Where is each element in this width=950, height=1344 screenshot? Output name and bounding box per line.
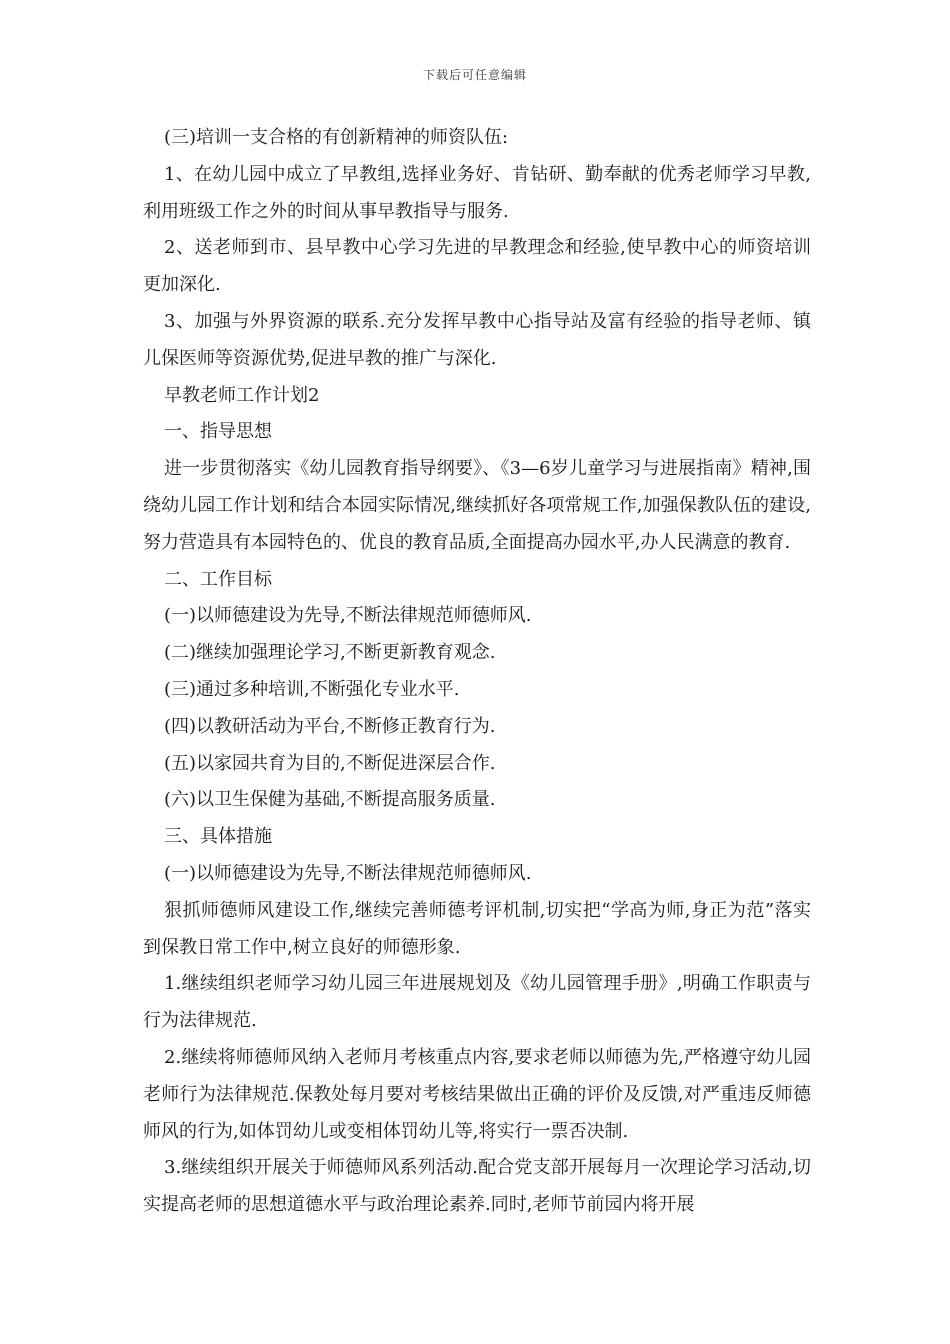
goal-item-4: (四)以教研活动为平台,不断修正教育行为. [164,715,496,737]
paragraph-item-2: 2、送老师到市、县早教中心学习先进的早教理念和经验,使早教中心的师资培训更加深化. [143,237,811,296]
measure-subheading-1: (一)以师德建设为先导,不断法律规范师德师风. [164,862,532,884]
goal-item-2: (二)继续加强理论学习,不断更新教育观念. [164,642,496,664]
section-title-plan-2: 早教老师工作计划2 [164,384,320,406]
goal-item-5: (五)以家园共育为目的,不断促进深层合作. [164,752,496,774]
heading-work-goals: 二、工作目标 [164,568,272,590]
measure-item-3: 3.继续组织开展关于师德师风系列活动.配合党支部开展每月一次理论学习活动,切实提高老师的思想道德水平与政治理论素养.同时,老师节前园内将开展 [143,1157,811,1216]
measure-item-2: 2.继续将师德师风纳入老师月考核重点内容,要求老师以师德为先,严格遵守幼儿园老师行为法律规范.保教处每月要对考核结果做出正确的评价及反馈,对严重违反师德师风的行为,如体罚幼儿或变相体罚幼儿等,将实行一票否决制. [143,1046,811,1142]
heading-measures: 三、具体措施 [164,826,272,848]
measure-item-1: 1.继续组织老师学习幼儿园三年进展规划及《幼儿园管理手册》,明确工作职责与行为法律规范. [143,973,811,1032]
paragraph-ethics-intro: 狠抓师德师风建设工作,继续完善师德考评机制,切实把“学高为师,身正为范”落实到保教日常工作中,树立良好的师德形象. [143,899,811,958]
heading-guiding-thought: 一、指导思想 [164,421,272,443]
goal-item-6: (六)以卫生保健为基础,不断提高服务质量. [164,789,496,811]
paragraph-item-1: 1、在幼儿园中成立了早教组,选择业务好、肯钻研、勤奉献的优秀老师学习早教,利用班级工作之外的时间从事早教指导与服务. [143,163,811,222]
paragraph-training-team: (三)培训一支合格的有创新精神的师资队伍: [164,127,509,148]
page-header-note: 下载后可任意编辑 [422,68,527,82]
document-body [143,120,811,1224]
goal-item-3: (三)通过多种培训,不断强化专业水平. [164,678,460,700]
paragraph-item-3: 3、加强与外界资源的联系.充分发挥早教中心指导站及富有经验的指导老师、镇儿保医师等资源优势,促进早教的推广与深化. [143,310,811,369]
paragraph-guiding-thought: 进一步贯彻落实《幼儿园教育指导纲要》、《3—6岁儿童学习与进展指南》精神,围绕幼儿园工作计划和结合本园实际情况,继续抓好各项常规工作,加强保教队伍的建设,努力营造具有本园特色的、优良的教育品质,全面提高办园水平,办人民满意的教育. [143,458,811,553]
goal-item-1: (一)以师德建设为先导,不断法律规范师德师风. [164,605,532,627]
